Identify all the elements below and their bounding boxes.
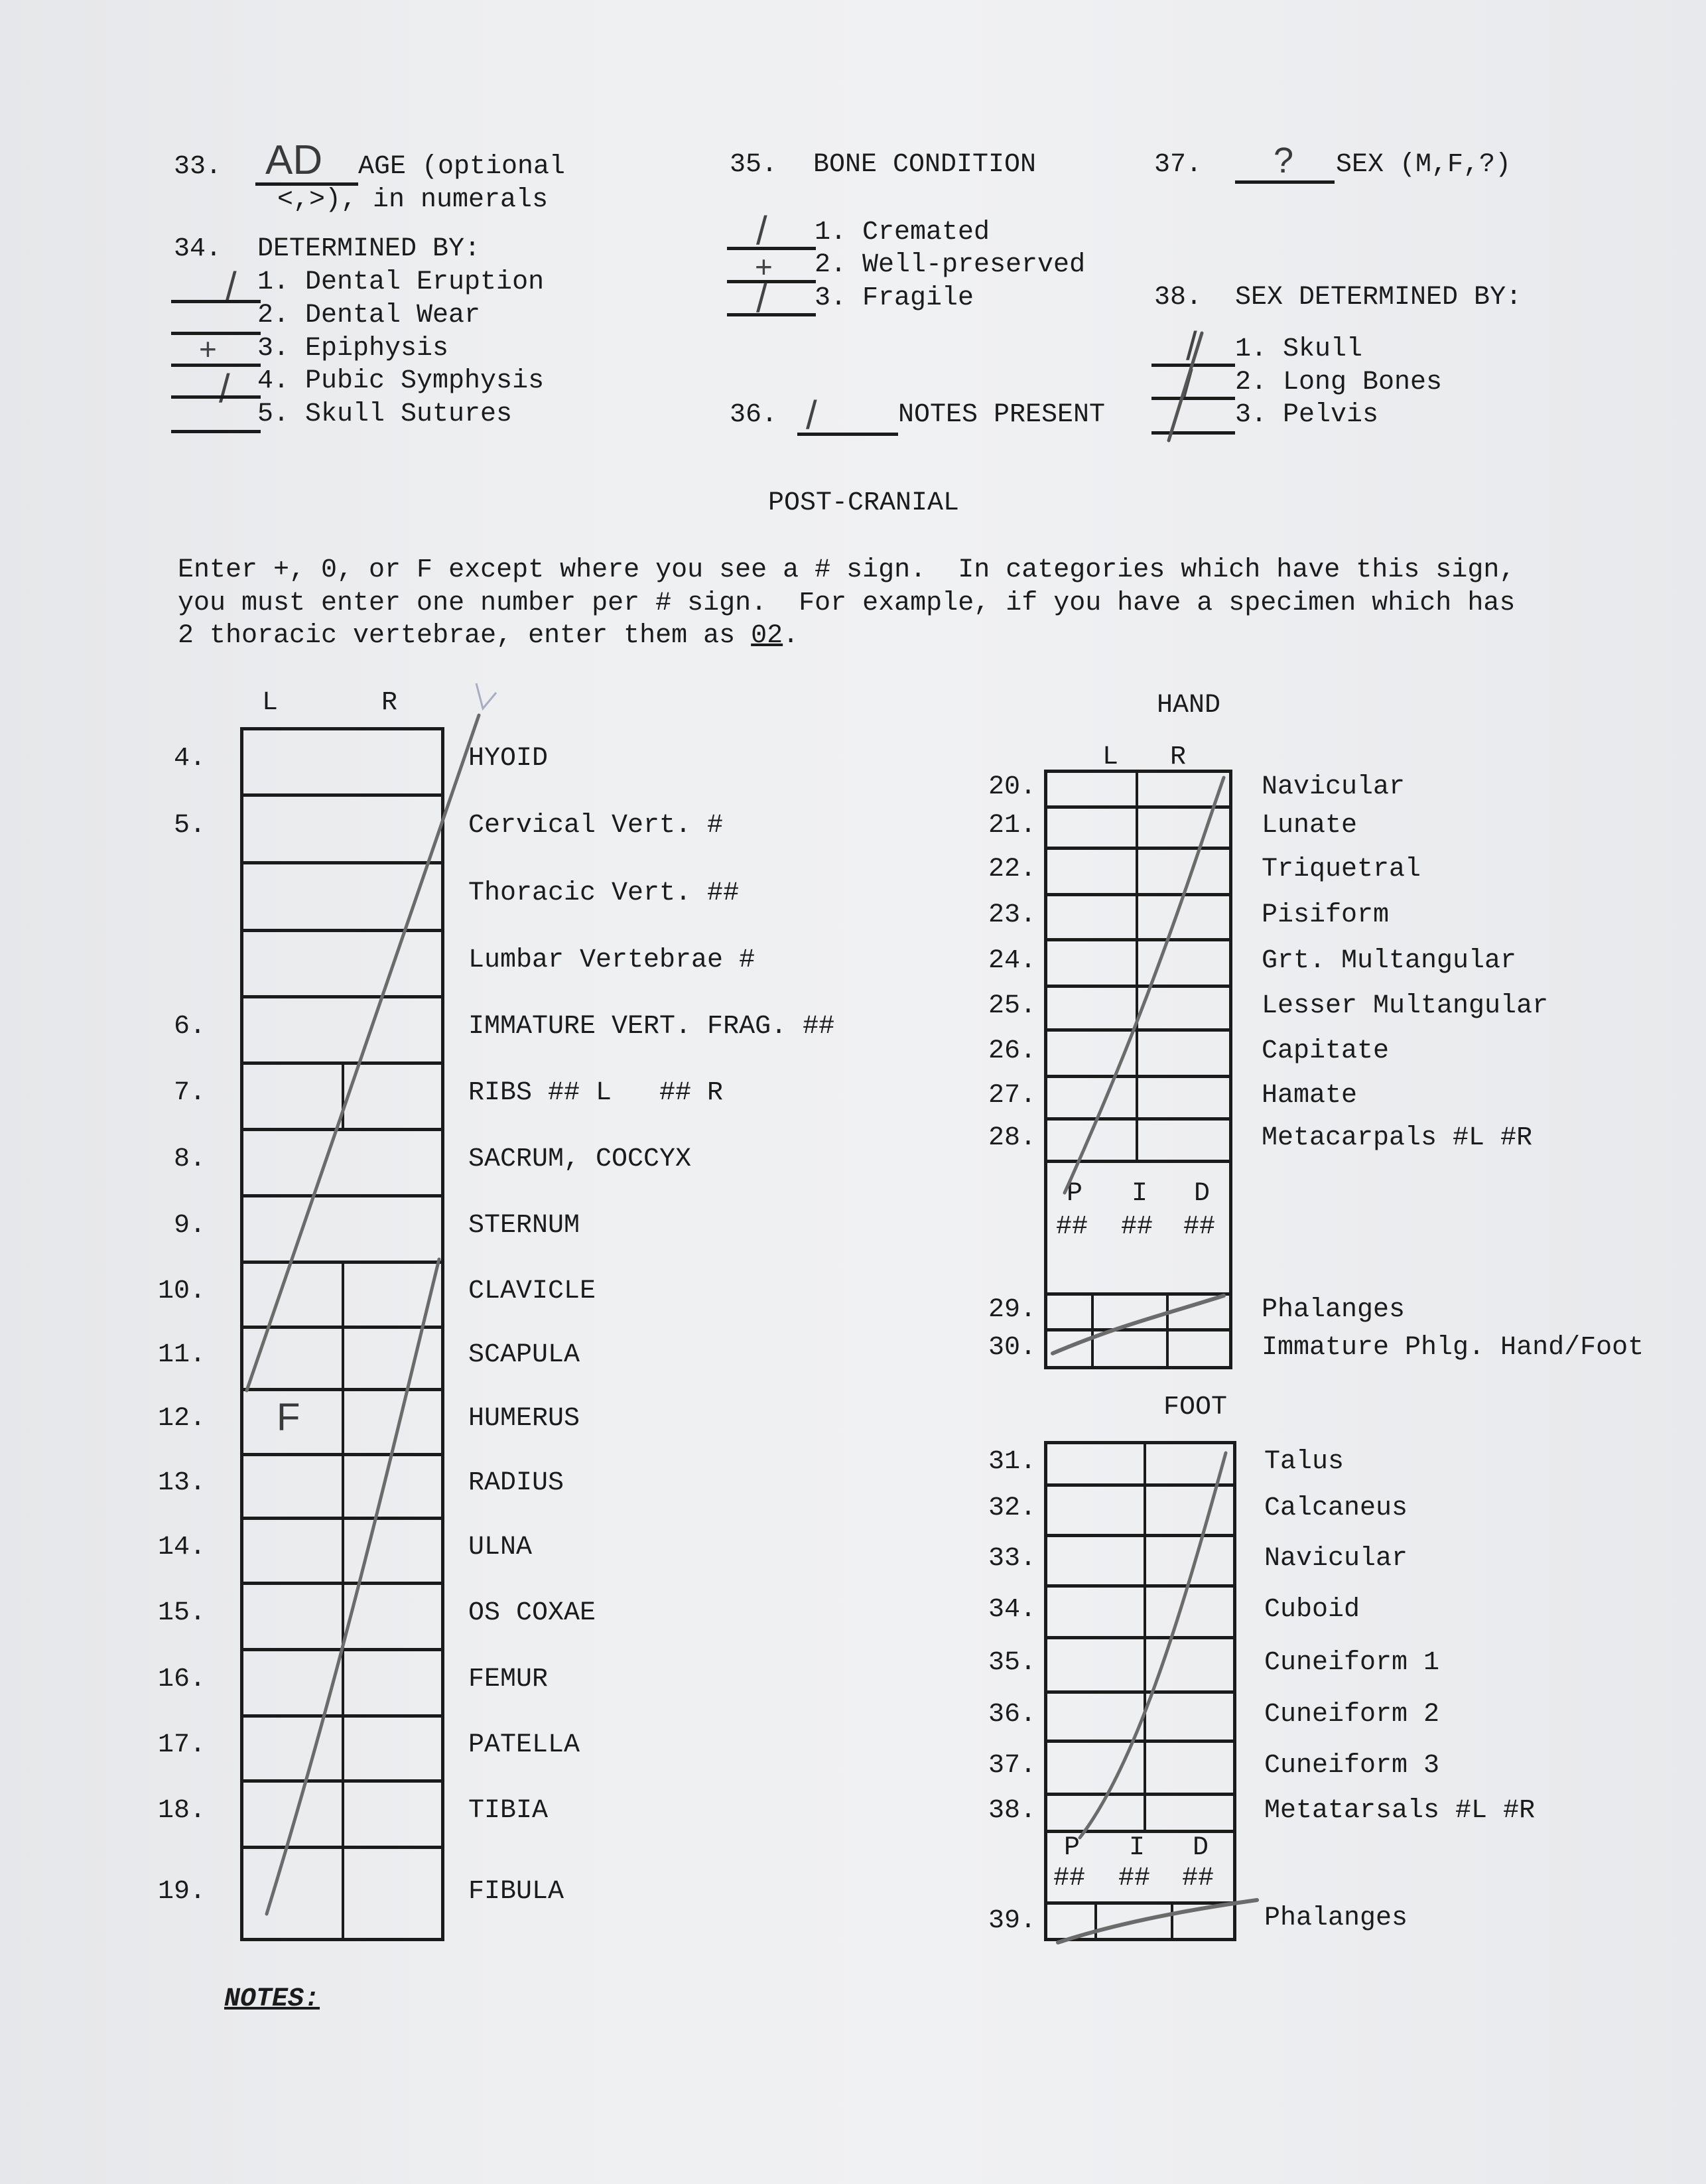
cell[interactable]: [243, 862, 441, 926]
phalanx-cell[interactable]: [1047, 1330, 1088, 1365]
row-number: 11.: [157, 1340, 206, 1370]
row-number: 29.: [988, 1295, 1036, 1325]
row-number: 26.: [988, 1036, 1036, 1066]
item-35-number: 35.: [730, 150, 778, 180]
cell-right[interactable]: [344, 1262, 441, 1323]
cell[interactable]: [243, 996, 441, 1059]
cell-left[interactable]: [243, 1063, 340, 1125]
cell-left[interactable]: [1047, 807, 1134, 844]
post-cranial-title: POST-CRANIAL: [768, 488, 960, 518]
determined-by-label: 1. Dental Eruption: [257, 267, 545, 297]
row-number: 31.: [988, 1447, 1036, 1477]
phalanx-cell[interactable]: [1173, 1903, 1234, 1937]
cell-left[interactable]: [243, 1454, 340, 1514]
determined-by-title: DETERMINED BY:: [257, 234, 481, 264]
phalanx-header-d: D: [1193, 1833, 1209, 1863]
row-label: Lumbar Vertebrae #: [468, 945, 755, 975]
determined-by-label: 5. Skull Sutures: [257, 399, 513, 429]
notes-label: NOTES:: [224, 1984, 320, 2014]
row-label: Thoracic Vert. ##: [468, 878, 740, 908]
row-label: ULNA: [468, 1533, 533, 1562]
bone-condition-label: 3. Fragile: [815, 283, 974, 313]
instructions-line-3: [178, 620, 799, 652]
row-number: 28.: [988, 1123, 1036, 1153]
option-blank: [171, 300, 261, 303]
cell-left[interactable]: [243, 1716, 340, 1777]
phalanx-header-i: I: [1129, 1833, 1146, 1863]
option-blank: [1151, 397, 1235, 400]
item-37-number: 37.: [1154, 150, 1203, 180]
cell-right[interactable]: [344, 1063, 441, 1125]
cell[interactable]: [243, 1129, 441, 1192]
row-label: Immature Phlg. Hand/Foot: [1262, 1333, 1644, 1363]
row-number: 35.: [988, 1648, 1036, 1678]
row-label: PATELLA: [468, 1730, 580, 1760]
row-number: 32.: [988, 1493, 1036, 1523]
row-label: Grt. Multangular: [1262, 946, 1517, 976]
age-label-1: AGE (optional: [358, 152, 566, 182]
phalanx-header-d: D: [1194, 1179, 1211, 1209]
cell-left[interactable]: [1047, 1442, 1142, 1481]
phalanx-cell[interactable]: [1169, 1330, 1230, 1365]
sex-determined-by-title: SEX DETERMINED BY:: [1235, 283, 1522, 312]
cell-left[interactable]: [1047, 1485, 1142, 1531]
row-label: Metatarsals #L #R: [1264, 1796, 1536, 1826]
option-blank: [727, 313, 816, 316]
bone-condition-label: 2. Well-preserved: [815, 250, 1086, 280]
item-33-number: 33.: [174, 152, 222, 182]
cell-left[interactable]: [1047, 986, 1134, 1026]
cell-left[interactable]: [243, 1649, 340, 1712]
axial-col-right-header: R: [381, 688, 398, 718]
row-label: Talus: [1264, 1447, 1345, 1477]
age-value[interactable]: AD: [265, 137, 323, 183]
option-blank: [171, 364, 261, 367]
row-label: Pisiform: [1262, 900, 1390, 930]
row-label: Metacarpals #L #R: [1262, 1123, 1533, 1153]
phalanx-header-p: P: [1064, 1833, 1081, 1863]
row-number: 23.: [988, 900, 1036, 930]
cell[interactable]: [243, 795, 441, 858]
cell-left[interactable]: [243, 1583, 340, 1645]
cell-left[interactable]: [1047, 1535, 1142, 1582]
row-number: 22.: [988, 854, 1036, 884]
row-number: 39.: [988, 1906, 1036, 1936]
row-label: HUMERUS: [468, 1404, 580, 1434]
cell-left[interactable]: [1047, 1076, 1134, 1115]
row-label: Cervical Vert. #: [468, 811, 724, 841]
row-number: 36.: [988, 1700, 1036, 1730]
row-label: CLAVICLE: [468, 1276, 596, 1306]
cell-right[interactable]: [1138, 939, 1229, 982]
row-number: 38.: [988, 1796, 1036, 1826]
cell-right[interactable]: [1138, 848, 1229, 890]
age-label-2: <,>), in numerals: [277, 185, 549, 215]
bone-condition-label: 1. Cremated: [815, 218, 990, 247]
row-number: 21.: [988, 811, 1036, 841]
determined-by-label: 3. Epiphysis: [257, 334, 449, 364]
cell-right[interactable]: [1146, 1485, 1233, 1531]
cell-right[interactable]: [1146, 1741, 1233, 1790]
row-label: RIBS ## L ## R: [468, 1078, 724, 1108]
row-label: Cuboid: [1264, 1595, 1360, 1625]
row-number: 18.: [157, 1796, 206, 1826]
sex-label: SEX (M,F,?): [1336, 150, 1512, 180]
phalanx-count-p: ##: [1053, 1864, 1086, 1893]
row-label: SCAPULA: [468, 1340, 580, 1370]
cell-right[interactable]: [344, 1649, 441, 1712]
row-number: 19.: [157, 1877, 206, 1907]
row-label: Cuneiform 1: [1264, 1648, 1440, 1678]
determined-by-label: 4. Pubic Symphysis: [257, 366, 545, 396]
cell-left[interactable]: [243, 1781, 340, 1843]
row-label: OS COXAE: [468, 1598, 596, 1628]
cell-right[interactable]: [1146, 1535, 1233, 1582]
sex-blank: [1235, 180, 1335, 184]
cell-left[interactable]: [1047, 1030, 1134, 1072]
row-label: Triquetral: [1262, 854, 1421, 884]
sex-value: ?: [1274, 141, 1294, 180]
phalanx-cell[interactable]: [1094, 1330, 1163, 1365]
table-row-divider: [1047, 1160, 1229, 1163]
example-suffix: .: [783, 621, 799, 651]
cell-left[interactable]: [243, 1847, 340, 1939]
cell-left[interactable]: [1047, 1741, 1142, 1790]
cell-right[interactable]: [344, 1389, 441, 1450]
cell-left[interactable]: [1047, 1637, 1142, 1688]
notes-present-mark: /: [806, 393, 817, 437]
phalanx-header-p: P: [1067, 1179, 1083, 1209]
check-mark-faint: [476, 683, 496, 709]
row-label: Navicular: [1262, 772, 1406, 802]
row-number: 30.: [988, 1333, 1036, 1363]
cell-left[interactable]: [1047, 771, 1134, 803]
row-number: 16.: [157, 1665, 206, 1694]
row-number: 20.: [988, 772, 1036, 802]
cell-right[interactable]: [1138, 1076, 1229, 1115]
row-number: 12.: [157, 1404, 206, 1434]
row-number: 25.: [988, 991, 1036, 1021]
hand-col-right-header: R: [1170, 742, 1187, 772]
row-label: Lesser Multangular: [1262, 991, 1549, 1021]
bone-condition-mark: +: [755, 249, 773, 284]
cell-left[interactable]: [1047, 894, 1134, 935]
row-label: Calcaneus: [1264, 1493, 1408, 1523]
row-label: Phalanges: [1262, 1295, 1406, 1325]
row-label: SACRUM, COCCYX: [468, 1144, 692, 1174]
cell-right[interactable]: [1138, 771, 1229, 803]
row-number: 6.: [173, 1012, 206, 1042]
phalanx-cell[interactable]: [1047, 1294, 1088, 1326]
cell[interactable]: [243, 930, 441, 992]
row-number: 10.: [157, 1276, 206, 1306]
cell-right[interactable]: [1146, 1442, 1233, 1481]
cell-left[interactable]: [243, 1327, 340, 1385]
sex-determined-by-label: 2. Long Bones: [1235, 368, 1443, 397]
phalanx-count-i: ##: [1121, 1212, 1153, 1242]
row-number: 17.: [157, 1730, 206, 1760]
row-label: STERNUM: [468, 1211, 580, 1241]
row-number: 4.: [173, 744, 206, 774]
cell-right[interactable]: [344, 1847, 441, 1939]
option-blank: [727, 280, 816, 283]
option-blank: [1151, 364, 1235, 367]
determined-by-mark: /: [226, 264, 237, 308]
notes-present-blank: [797, 433, 898, 436]
row-number: 37.: [988, 1751, 1036, 1781]
cell-left[interactable]: [1047, 939, 1134, 982]
row-label: Capitate: [1262, 1036, 1390, 1066]
phalanx-cell[interactable]: [1047, 1903, 1092, 1937]
phalanx-count-p: ##: [1056, 1212, 1088, 1242]
example-value: 02: [751, 621, 783, 651]
row-label: Hamate: [1262, 1081, 1358, 1111]
cell-right[interactable]: [344, 1583, 441, 1645]
cell-right[interactable]: [344, 1327, 441, 1385]
cell-right[interactable]: [1138, 807, 1229, 844]
bone-condition-mark: /: [756, 208, 767, 253]
row-label: RADIUS: [468, 1468, 564, 1498]
determined-by-label: 2. Dental Wear: [257, 301, 481, 330]
option-blank: [171, 430, 261, 433]
cell-right[interactable]: [1138, 1030, 1229, 1072]
row-number: 9.: [173, 1211, 206, 1241]
cell-right[interactable]: [344, 1781, 441, 1843]
row-number: 7.: [173, 1078, 206, 1108]
cell-left[interactable]: [1047, 1794, 1142, 1827]
cell-left[interactable]: [1047, 848, 1134, 890]
row-label: IMMATURE VERT. FRAG. ##: [468, 1012, 835, 1042]
row-number: 14.: [157, 1533, 206, 1562]
phalanx-count-d: ##: [1183, 1212, 1216, 1242]
cell-right[interactable]: [1146, 1586, 1233, 1633]
row-number: 33.: [988, 1544, 1036, 1574]
bone-condition-title: BONE CONDITION: [813, 150, 1037, 180]
row-number: 15.: [157, 1598, 206, 1628]
sex-determined-by-mark: /: [1186, 324, 1197, 368]
cell-right[interactable]: [1146, 1692, 1233, 1737]
row-number: 27.: [988, 1081, 1036, 1111]
instructions-line-1: Enter +, 0, or F except where you see a # sign. In categories which have this sign,: [178, 555, 1516, 585]
phalanx-cell[interactable]: [1097, 1903, 1168, 1937]
row-number: 34.: [988, 1595, 1036, 1625]
bone-condition-mark: /: [756, 276, 767, 320]
row-number: 8.: [173, 1144, 206, 1174]
cell-right[interactable]: [1138, 1119, 1229, 1157]
row-label: TIBIA: [468, 1796, 549, 1826]
sex-determined-by-label: 1. Skull: [1235, 334, 1363, 364]
phalanx-count-i: ##: [1118, 1864, 1151, 1893]
notes-present-label: NOTES PRESENT: [898, 400, 1106, 430]
row-label: Cuneiform 3: [1264, 1751, 1440, 1781]
row-number: 5.: [173, 811, 206, 841]
option-blank: [171, 395, 261, 399]
row-label: FIBULA: [468, 1877, 564, 1907]
determined-by-mark: +: [199, 332, 217, 366]
cell[interactable]: [243, 728, 441, 791]
cell-right[interactable]: [344, 1518, 441, 1579]
item-34-number: 34.: [174, 234, 222, 264]
row-label: Lunate: [1262, 811, 1358, 841]
option-blank: [1151, 431, 1235, 435]
phalanx-cell[interactable]: [1169, 1294, 1230, 1326]
cell-right[interactable]: [344, 1454, 441, 1514]
cell-right[interactable]: [1146, 1794, 1233, 1827]
sex-determined-by-mark: /: [1182, 362, 1193, 407]
cell-right[interactable]: [1138, 894, 1229, 935]
row-number: 13.: [157, 1468, 206, 1498]
cell-right[interactable]: [344, 1716, 441, 1777]
row-label: HYOID: [468, 744, 549, 774]
row-number: 24.: [988, 946, 1036, 976]
cell-left-value: F: [277, 1396, 300, 1439]
cell-left[interactable]: [243, 1262, 340, 1323]
cell-left[interactable]: [1047, 1119, 1134, 1157]
cell-left[interactable]: [243, 1518, 340, 1579]
hand-title: HAND: [1157, 691, 1221, 720]
row-label: FEMUR: [468, 1665, 549, 1694]
cell[interactable]: [243, 1195, 441, 1258]
instructions-line-2: you must enter one number per # sign. For example, if you have a specimen which has: [178, 588, 1516, 618]
row-label: Cuneiform 2: [1264, 1700, 1440, 1730]
phalanx-count-d: ##: [1182, 1864, 1214, 1893]
item-38-number: 38.: [1154, 283, 1203, 312]
cell-right[interactable]: [1146, 1637, 1233, 1688]
row-label: Navicular: [1264, 1544, 1408, 1574]
cell-right[interactable]: [1138, 986, 1229, 1026]
determined-by-mark: /: [219, 366, 230, 411]
hand-col-left-header: L: [1102, 742, 1119, 772]
cell-left[interactable]: [1047, 1692, 1142, 1737]
row-label: Phalanges: [1264, 1903, 1408, 1933]
instructions-line-3-text: 2 thoracic vertebrae, enter them as: [178, 621, 752, 651]
notes-area[interactable]: [219, 2020, 1612, 2166]
axial-col-left-header: L: [262, 688, 279, 718]
phalanx-header-i: I: [1132, 1179, 1148, 1209]
item-36-number: 36.: [730, 400, 778, 430]
sex-determined-by-label: 3. Pelvis: [1235, 400, 1379, 430]
foot-title: FOOT: [1163, 1393, 1228, 1422]
phalanx-cell[interactable]: [1094, 1294, 1163, 1326]
cell-left[interactable]: [1047, 1586, 1142, 1633]
